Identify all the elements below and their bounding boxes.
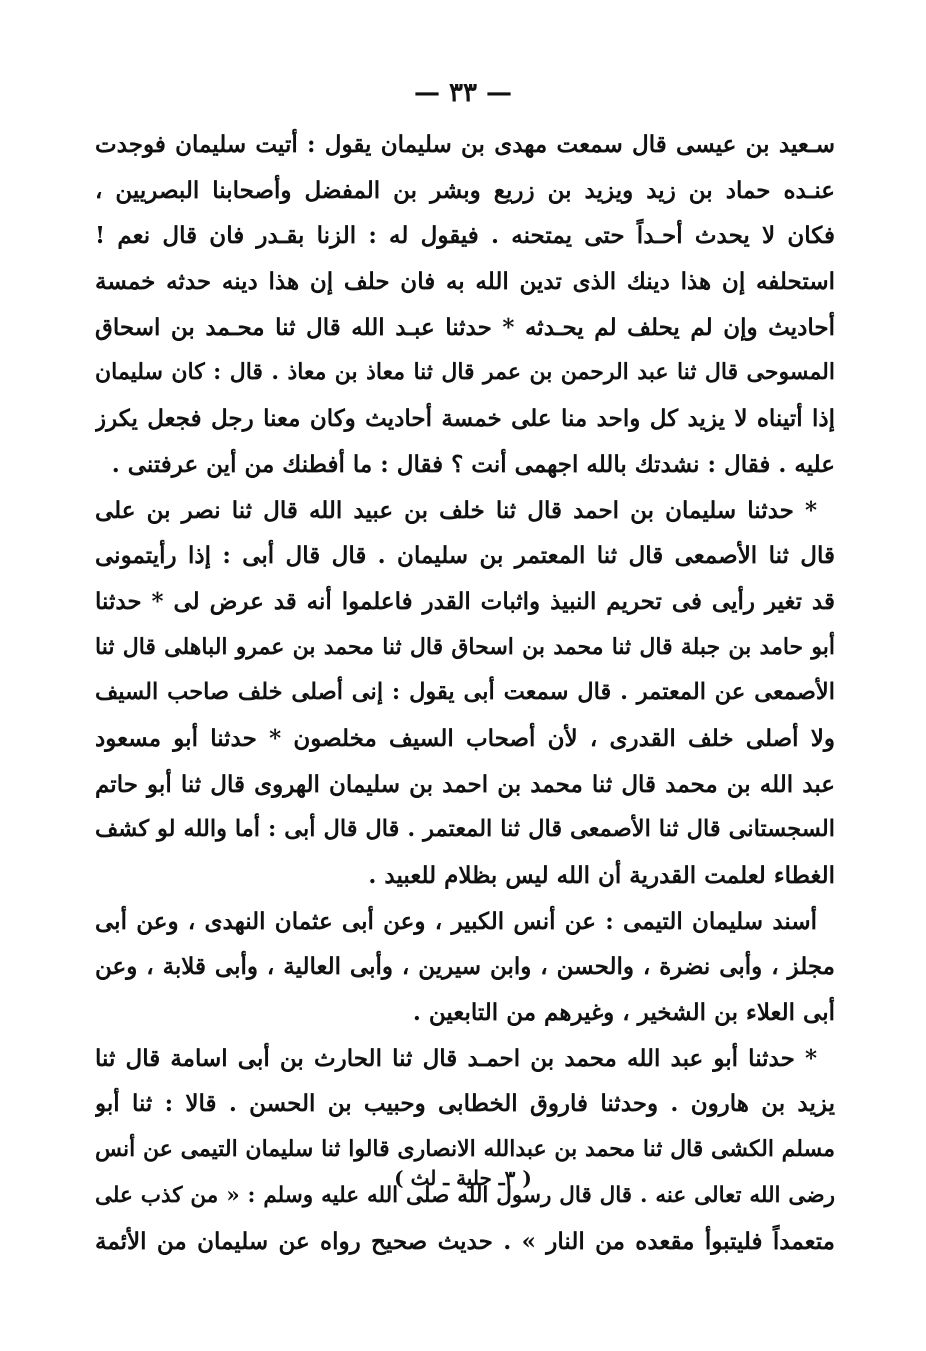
text-line: * حدثنا أبو عبد الله محمد بن احمـد قال ثنا الحارث بن أبى اسامة قال ثنا xyxy=(95,1044,817,1072)
text-line: أحاديث وإن لم يحلف لم يحـدثه * حدثنا عبـد الله قال ثنا محـمد بن اسحاق xyxy=(95,313,835,341)
text-line: رضى الله تعالى عنه . قال قال رسول الله صلى الله عليه وسلم : « من كذب على xyxy=(95,1182,835,1208)
text-line: إذا أتيناه لا يزيد كل واحد منا على خمسة أحاديث وكان معنا رجل فجعل يكرز xyxy=(95,405,835,433)
text-line: أبو حامد بن جبلة قال ثنا محمد بن اسحاق قال ثنا محمد بن عمرو الباهلى قال ثنا xyxy=(95,633,835,660)
text-line: قال ثنا الأصمعى قال ثنا المعتمر بن سليمان . قال قال أبى : إذا رأيتمونى xyxy=(95,542,835,570)
text-line: الغطاء لعلمت القدرية أن الله ليس بظلام للعبيد . xyxy=(368,862,835,889)
body-text xyxy=(95,122,835,1264)
text-line: عبد الله بن محمد قال ثنا محمد بن احمد بن سليمان الهروى قال ثنا أبو حاتم xyxy=(95,770,835,798)
text-line: أسند سليمان التيمى : عن أنس الكبير ، وعن أبى عثمان النهدى ، وعن أبى xyxy=(95,907,817,935)
text-line: أبى العلاء بن الشخير ، وغيرهم من التابعين . xyxy=(412,999,835,1027)
text-line: استحلفه إن هذا دينك الذى تدين الله به فان حلف إن هذا دينه حدثه خمسة xyxy=(95,268,835,296)
text-line: متعمداً فليتبوأ مقعده من النار » . حديث صحيح رواه عن سليمان من الأئمة xyxy=(95,1227,835,1255)
text-line: الأصمعى عن المعتمر . قال سمعت أبى يقول : إنى أصلى خلف صاحب السيف xyxy=(95,679,835,706)
text-line: ولا أصلى خلف القدرى ، لأن أصحاب السيف مخلصون * حدثنا أبو مسعود xyxy=(95,724,835,752)
text-line: سـعيد بن عيسى قال سمعت مهدى بن سليمان يقول : أتيت سليمان فوجدت xyxy=(95,131,835,158)
page-number: — ٣٣ — xyxy=(413,78,513,108)
text-line: عنـده حماد بن زيد ويزيد بن زريع وبشر بن المفضل وأصحابنا البصريين ، xyxy=(95,176,835,204)
text-line: مجلز ، وأبى نضرة ، والحسن ، وابن سيرين ، وأبى العالية ، وأبى قلابة ، وعن xyxy=(95,953,835,981)
text-line: فكان لا يحدث أحـداً حتى يمتحنه . فيقول له : الزنا بقـدر فان قال نعم ! xyxy=(95,222,835,250)
text-line: السجستانى قال ثنا الأصمعى قال ثنا المعتمر . قال قال أبى : أما والله لو كشف xyxy=(95,816,835,843)
text-line: المسوحى قال ثنا عبد الرحمن بن عمر قال ثنا معاذ بن معاذ . قال : كان سليمان xyxy=(95,359,835,386)
text-line: مسلم الكشى قال ثنا محمد بن عبدالله الانصارى قالوا ثنا سليمان التيمى عن أنس xyxy=(95,1136,835,1163)
text-line: يزيد بن هارون . وحدثنا فاروق الخطابى وحبيب بن الحسن . قالا : ثنا أبو xyxy=(95,1090,835,1118)
text-line: عليه . فقال : نشدتك بالله اجهمى أنت ؟ فقال : ما أفطنك من أين عرفتنى . xyxy=(111,450,835,478)
text-line: * حدثنا سليمان بن احمد قال ثنا خلف بن عبيد الله قال ثنا نصر بن على xyxy=(95,496,817,524)
text-line: قد تغير رأيى فى تحريم النبيذ واثبات القدر فاعلموا أنه قد عرض لى * حدثنا xyxy=(95,587,835,615)
page-signature: ( ٣ـ حلية ـ لث ) xyxy=(394,1166,532,1190)
